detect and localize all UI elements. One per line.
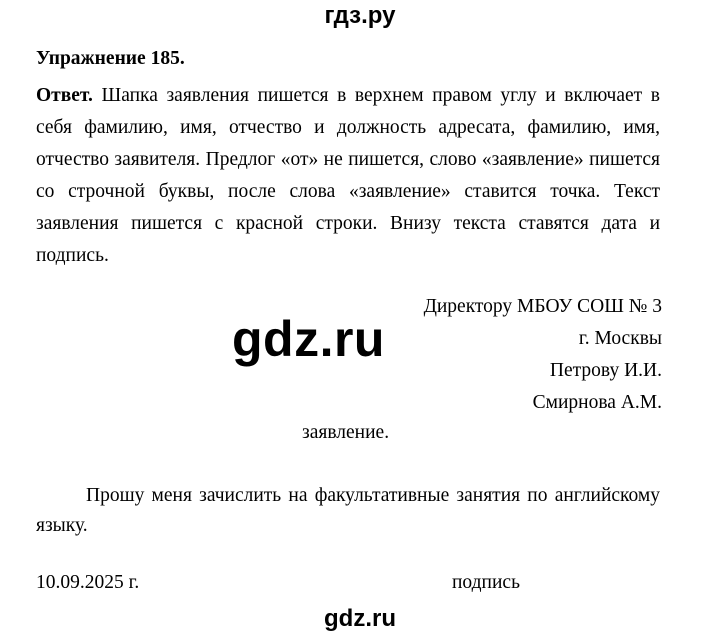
watermark-logo: gdz.ru (232, 311, 385, 367)
signature-label: подпись (452, 572, 520, 593)
addressee-line: Директору МБОУ СОШ № 3 (423, 296, 662, 317)
exercise-title: Упражнение 185. (36, 48, 185, 69)
addressee-block (424, 291, 662, 419)
addressee-line: Петрову И.И. (549, 360, 662, 381)
addressee-line: Смирнова А.М. (532, 392, 662, 413)
answer-paragraph (36, 80, 660, 272)
site-header-logo: гдз.ру (324, 2, 396, 29)
document-title: заявление. (302, 422, 390, 443)
answer-text: Шапка заявления пишется в верхнем правом углу и включает в себя фамилию, имя, отчество и должность адресата, фамилию, имя, отчество заявителя. Предлог «от» не пишется, слово «заявление» пишется со строчной буквы, после слова «заявление» ставится точка. Текст заявления пишется с красной строки. Внизу текста ставятся дата и подпись. (36, 85, 660, 266)
request-body: Прошу меня зачислить на факультативные занятия по английскому языку. (36, 485, 660, 536)
document-date: 10.09.2025 г. (36, 572, 140, 593)
answer-label: Ответ. (36, 85, 93, 106)
addressee-line: г. Москвы (578, 328, 662, 349)
site-footer-logo: gdz.ru (324, 605, 396, 632)
